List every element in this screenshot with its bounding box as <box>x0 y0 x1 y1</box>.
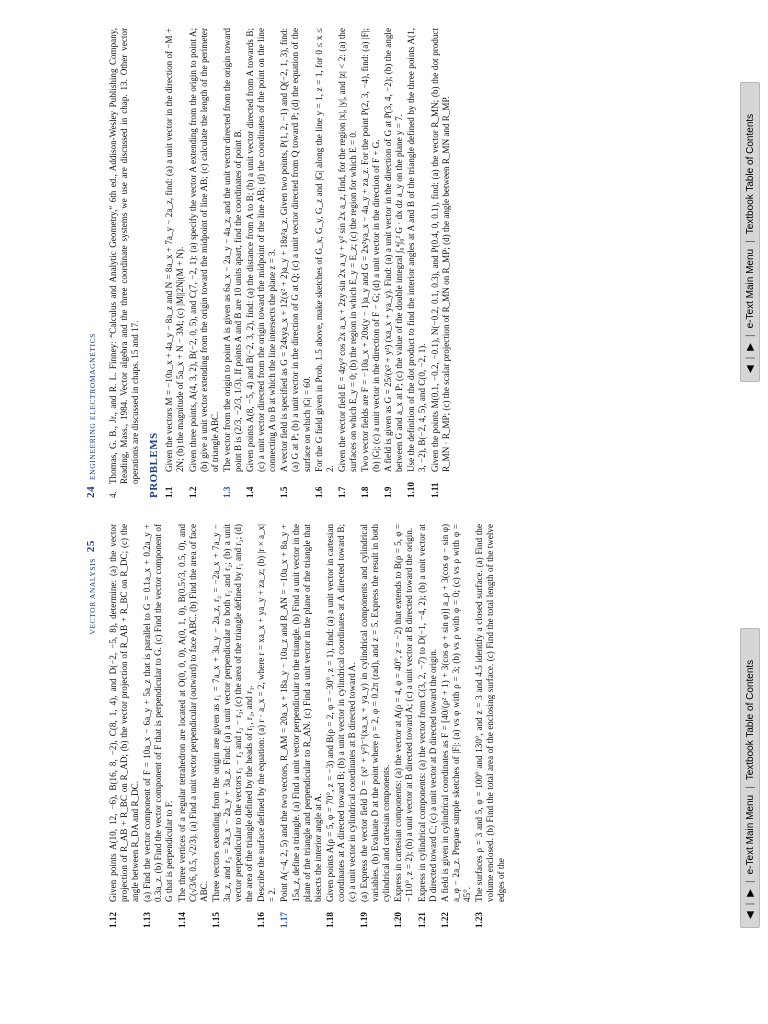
previous-page-icon[interactable]: ◀ <box>744 911 756 919</box>
problem-number: 1.14 <box>176 912 187 928</box>
problem-number: 1.9 <box>383 486 394 498</box>
problem-text: Given three points, A(4, 3, 2), B(−2, 0, 5), and C(7, −2, 1): (a) specify the vector A extending from the origin to point A; (b) give a unit vector extending from the origin toward the midpoint of line AB; (c) calculate the length of the perimeter of triangle ABC. <box>187 28 220 472</box>
problem-list <box>164 28 451 498</box>
problem-number: 1.23 <box>474 912 484 928</box>
problem-item <box>430 28 452 498</box>
problem-number: 1.19 <box>359 912 370 928</box>
next-page-icon[interactable]: ▶ <box>744 888 756 897</box>
main-menu-link[interactable]: e-Text Main Menu <box>744 794 756 875</box>
problem-text: Given the points M(0.1, −0.2, −0.1), N(−0.2, 0.1, 0.3), and P(0.4, 0, 0.1), find: (a) the vector R_MN; (b) the dot product R_MN · R_MP; (c) the scalar projection of R_MN on R_MP; (d) the angle between R_MN and R_MP. <box>429 28 451 472</box>
problem-item <box>325 524 358 928</box>
problem-number: 1.1 <box>164 486 175 498</box>
problem-item <box>314 28 336 498</box>
problem-text: For the G field given in Prob. 1.5 above, make sketches of G_x, G_y, G_z and |G| along the line y = 1, z = 1, for 0 ≤ x ≤ 2. <box>313 28 335 472</box>
navigation-bar: ◀ | ▶ | e-Text Main Menu | Textbook Table of Contents <box>740 82 760 382</box>
problem-item <box>440 524 473 928</box>
problem-text: Two vector fields are F = −10a_x + 20x(y − 1)a_y and G = 2x²ya_x − 4a_y + za_z. For the point P(2, 3, −4), find: (a) |F|; (b) |G|; (c) a unit vector in the direction of F − G; (d) a unit vector in the direction of F + G. <box>359 28 382 472</box>
problem-text: Given the vector field E = 4zy² cos 2x a_x + 2zy sin 2x a_y + y² sin 2x a_z, find, for the region |x|, |y|, and |z| < 2: (a) the surfaces on which E_y = 0; (b) the region in which E_y = E_z; (c) the region for which E = 0. <box>336 28 358 472</box>
problem-text: Given points A(8, −5, 4) and B(−2, 3, 2), find: (a) the distance from A to B; (b) a unit vector directed from A towards B; (c) a unit vector directed from the origin toward the midpoint of the line AB; (d) the coordinates of the point on the line connecting A to B at which the line intersects the plane z = 3. <box>245 28 278 472</box>
problem-number: 1.15 <box>210 912 221 928</box>
problem-number: 1.8 <box>359 486 370 498</box>
problem-item <box>177 524 210 928</box>
problem-text: Given points A(ρ = 5, φ = 70°, z = −3) and B(ρ = 2, φ = −30°, z = 1), find: (a) a unit vector in cartesian coordinates at A directed toward B; (b) a unit vector in cylindrical coordinates at A directed toward B; (c) a unit vector in cylindrical coordinates at B directed toward A. <box>324 524 357 902</box>
problem-number: 1.20 <box>393 912 404 928</box>
reference-text: Thomas, G. B., Jr., and R. L. Finney: “Calculus and Analytic Geometry,” 6th ed., Addison-Wesley Publishing Company, Reading, Mass., 1984. Vector algebra and the three coordinate systems we use are discussed in chap. 13. Other vector operations are discussed in chaps. 15 and 17. <box>108 28 141 484</box>
page-vector-analysis <box>0 512 768 1024</box>
problem-number[interactable]: 1.17 <box>279 912 290 928</box>
problem-item <box>359 524 392 928</box>
section-title: PROBLEMS <box>148 432 161 498</box>
next-page-icon[interactable]: ▶ <box>744 342 756 351</box>
problem-number: 1.7 <box>336 486 347 498</box>
previous-page-icon[interactable]: ◀ <box>744 365 756 373</box>
problem-number: 1.21 <box>416 912 427 928</box>
problem-text: Given the vectors M = −10a_x + 4a_y − 8a_z and N = 8a_x + 7a_y − 2a_z, find: (a) a unit vector in the direction of −M + 2N; (b) the magnitude of 5a_x + N − 3M; (c) |M||2N|(M + N). <box>164 28 186 472</box>
problem-text: (a) Express the vector field D = (x² + y²)⁻¹(xa_x + ya_y) in cylindrical components and cylindrical variables. (b) Evaluate D at the point where ρ = 2, φ = 0.2π (rad), and z = 5. Express the result in both cylindrical and cartesian components. <box>359 524 392 902</box>
problem-item <box>279 524 323 928</box>
running-title: VECTOR ANALYSIS <box>88 558 97 635</box>
reference-number: 4. <box>108 491 118 498</box>
problem-item <box>164 28 186 498</box>
problem-text: A field is given as G = 25/(x² + y²) (xa_x + ya_y). Find: (a) a unit vector in the direction of G at P(3, 4, −2); (b) the angle between G and a_x at P; (c) the value of the double integral ∫₀⁴∫₀² G · dx dz a_y on the plane y = 7. <box>383 28 405 472</box>
problem-number: 1.6 <box>313 486 324 498</box>
problem-list <box>108 524 508 928</box>
running-title: ENGINEERING ELECTROMAGNETICS <box>88 333 97 480</box>
problem-text: The surfaces ρ = 3 and 5, φ = 100° and 130°, and z = 3 and 4.5 identify a closed surface. (a) Find the volume enclosed. (b) Find the total area of the enclosing surface. (c) Find the total length of the twelve edges of the <box>474 524 507 902</box>
problem-item <box>222 28 244 498</box>
problem-number: 1.5 <box>279 486 290 498</box>
problem-text: A vector field is specified as G = 24xya_x + 12(x² + 2)a_y + 18z²a_z. Given two points, P(1, 2, −1) and Q(−2, 1, 3), find: (a) G at P; (b) a unit vector in the direction of G at Q; (c) a unit vector directed from Q toward P; (d) the equation of the surface on which |G| = 60. <box>279 28 312 472</box>
reference-entry <box>108 28 141 498</box>
problem-item <box>142 524 175 928</box>
problem-text: The three vertices of a regular tetrahedron are located at O(0, 0, 0), A(0, 1, 0), B(0.5√3, 0.5, 0), and C(√3/6, 0.5, √2/3). (a) Find a unit vector perpendicular (outward) to face ABC. (b) Find the area of face ABC. <box>176 524 209 902</box>
problem-item <box>383 28 405 498</box>
problem-item <box>406 28 428 498</box>
problem-text: Three vectors extending from the origin are given as r₁ = 7a_x + 3a_y − 2a_z, r₂ = −2a_x + 7a_y − 3a_z, and r₃ = 2a_x − 2a_y + 3a_z. Find: (a) a unit vector perpendicular to both r₁ and r₂; (b) a unit vector perpendicular to the vectors r₁ − r₂ and r₂ − r₃; (c) the area of the triangle defined by r₁ and r₂; (d) the area of the triangle defined by the heads of r₁, r₂, and r₃. <box>210 524 255 902</box>
problem-text: A field is given in cylindrical coordinates as F = [40/(ρ² + 1) + 3(cos φ + sin φ)] a_ρ + 3(cos φ − sin φ) a_φ − 2a_z. Prepare simple sketches of |F|: (a) vs φ with ρ = 3; (b) vs ρ with φ = 0; (c) vs ρ with φ = 45°. <box>439 524 472 902</box>
running-head <box>85 20 102 498</box>
problem-number: 1.11 <box>429 482 440 498</box>
problem-number: 1.22 <box>439 912 450 928</box>
problem-text: (a) Find the vector component of F = 10a_x − 6a_y + 5a_z that is parallel to G = 0.1a_x + 0.2a_y + 0.3a_z. (b) Find the vector component of F that is perpendicular to G. (c) Find the vector component of G that is perpendicular to F. <box>142 524 175 902</box>
navigation-bar: ◀ | ▶ | e-Text Main Menu | Textbook Table of Contents <box>740 628 760 928</box>
problem-item <box>188 28 221 498</box>
problem-text: Point A(−4, 2, 5) and the two vectors, R_AM = 20a_x + 18a_y − 10a_z and R_AN = −10a_x + 8a_y + 15a_z, define a triangle. (a) Find a unit vector perpendicular to the triangle. (b) Find a unit vector in the plane of the triangle and perpendicular to R_AN. (c) Find a unit vector in the plane of the triangle that bisects the interior angle at A. <box>279 524 323 902</box>
problem-number: 1.13 <box>142 912 153 928</box>
page-number: 25 <box>85 540 97 553</box>
problem-text: The vector from the origin to point A is given as 6a_x − 2a_y − 4a_z, and the unit vector directed from the origin toward point B is (2/3, −2/3, 1/3). If points A and B are 10 units apart, find the coordinates of point B. <box>221 28 243 472</box>
problem-item <box>417 524 439 928</box>
problem-item <box>279 28 312 498</box>
problem-number: 1.2 <box>187 486 198 498</box>
table-of-contents-link[interactable]: Textbook Table of Contents <box>744 113 756 235</box>
main-menu-link[interactable]: e-Text Main Menu <box>744 248 756 329</box>
problem-number: 1.4 <box>245 486 256 498</box>
problem-text: Use the definition of the dot product to find the interior angles at A and B of the triangle defined by the three points A(1, 3, −2), B(−2, 4, 5), and C(0, −2, 1). <box>406 28 428 472</box>
problem-text: Express in cylindrical components: (a) the vector from C(3, 2, −7) to D(−1, −4, 2); (b) a unit vector at D directed toward C; (c) a unit vector at D directed toward the origin. <box>416 524 438 902</box>
problem-item <box>108 524 141 928</box>
problem-number: 1.18 <box>324 912 335 928</box>
table-of-contents-link[interactable]: Textbook Table of Contents <box>744 659 756 781</box>
problem-item <box>360 28 382 498</box>
problem-item <box>474 524 507 928</box>
page-content <box>108 28 453 498</box>
problem-number: 1.10 <box>406 482 417 498</box>
problem-text: Given points A(10, 12, −6), B(16, 8, −2), C(8, 1, 4), and D(−2, −5, 8), determine: (a) the vector projection of R_AB + R_BC on R_AD; (b) the vector projection of R_AB + R_BC on R_DC; (c) the angle between R_DA and R_DC. <box>108 524 141 902</box>
problem-item <box>211 524 255 928</box>
problem-number: 1.12 <box>108 912 118 928</box>
running-head <box>85 532 102 928</box>
problem-number[interactable]: 1.3 <box>221 486 232 498</box>
problem-item <box>245 28 278 498</box>
problem-item <box>256 524 278 928</box>
problem-item <box>337 28 359 498</box>
problem-number: 1.16 <box>256 912 267 928</box>
problem-item <box>393 524 415 928</box>
problem-text: Describe the surface defined by the equation: (a) r · a_x = 2, where r = xa_x + ya_y + za_z; (b) |r × a_x| = 2. <box>256 524 278 902</box>
page-number: 24 <box>85 485 97 498</box>
problem-text: Express in cartesian components: (a) the vector at A(ρ = 4, φ = 40°, z = −2) that extends to B(ρ = 5, φ = −110°, z = 2); (b) a unit vector at B directed toward A; (c) a unit vector at B directed toward the origin. <box>393 524 415 902</box>
